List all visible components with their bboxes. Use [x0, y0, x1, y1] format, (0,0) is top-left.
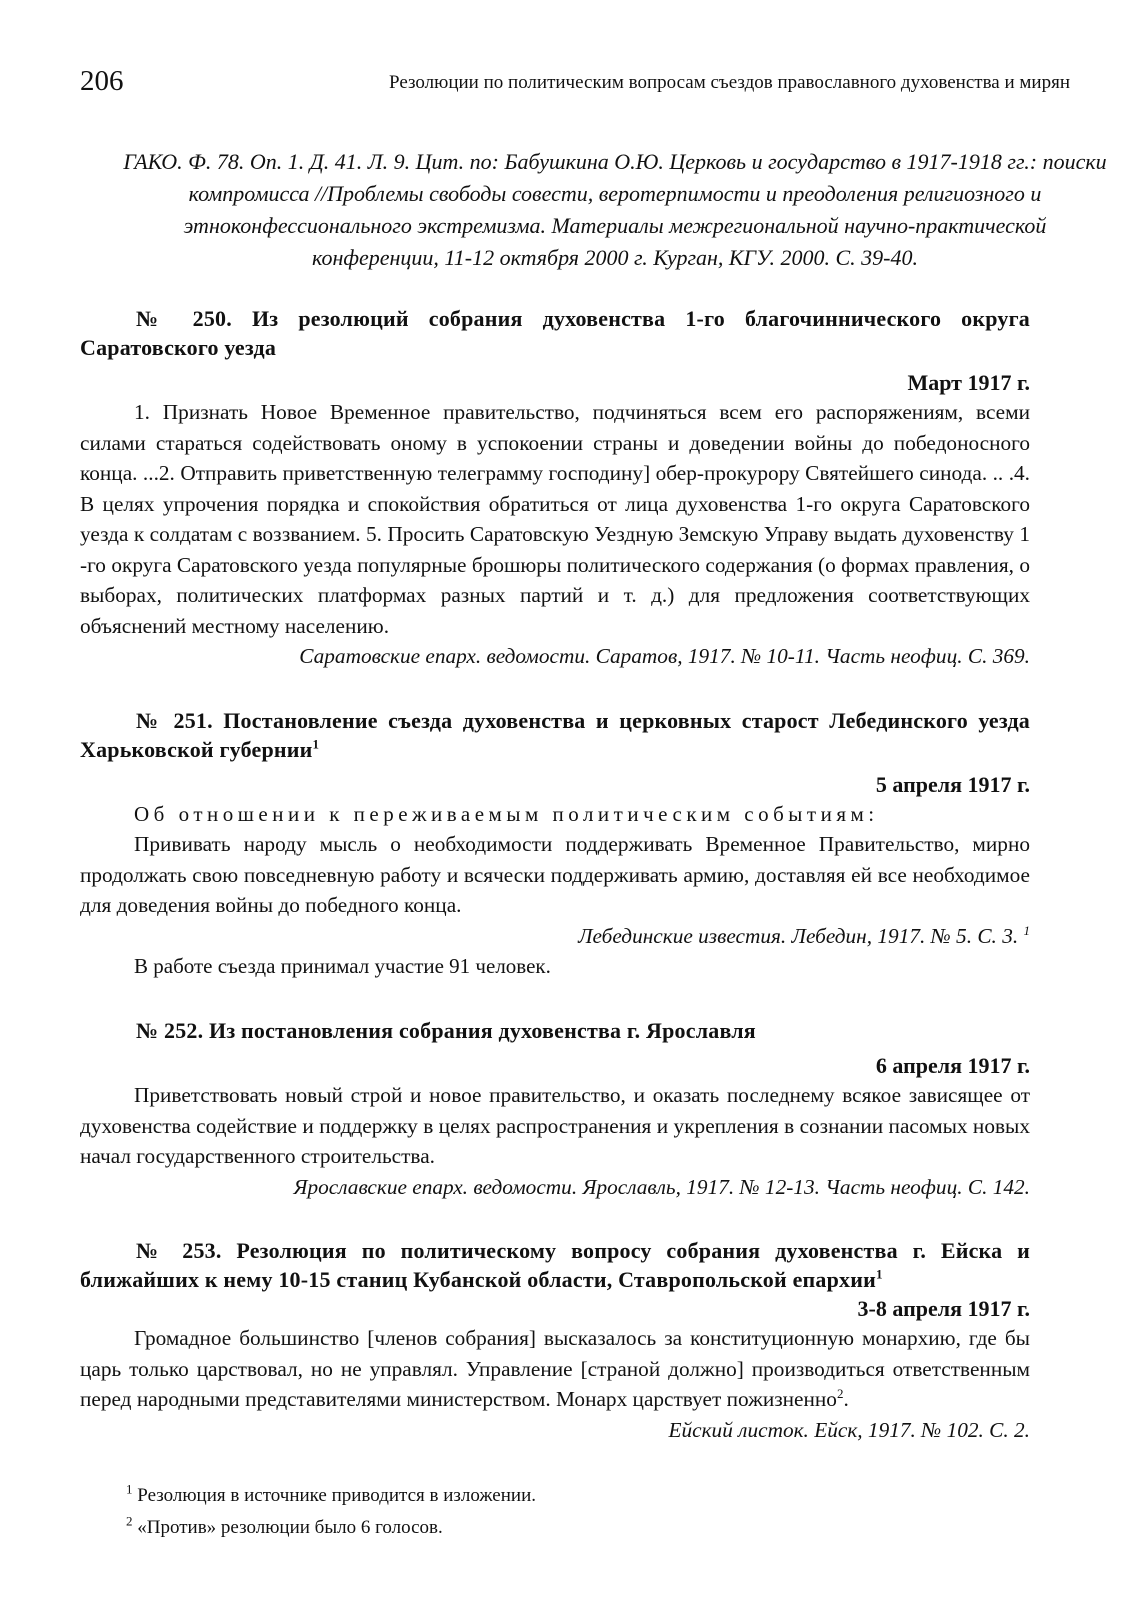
footnote-marker: 1: [312, 736, 320, 752]
document-250: [80, 304, 1070, 671]
document-body: [80, 1323, 1070, 1415]
footnote-text: «Против» резолюции было 6 голосов.: [137, 1517, 443, 1538]
footnote-marker: 1: [1023, 922, 1030, 938]
document-title: [80, 706, 1070, 764]
document-source: Ейский листок. Ейск, 1917. № 102. С. 2.: [668, 1417, 1030, 1442]
footnote-mark: 1: [126, 1481, 133, 1497]
footnote-text: Резолюция в источнике приводится в изложении.: [137, 1485, 536, 1506]
document-source: Саратовские епарх. ведомости. Саратов, 1917. № 10-11. Часть неофиц. С. 369.: [299, 644, 1030, 668]
document-source-text: Лебединские известия. Лебедин, 1917. № 5. С. 3.: [578, 923, 1019, 948]
document-source: [80, 921, 1070, 951]
footnote-marker: 2: [836, 1385, 844, 1401]
document-title-text: № 251. Постановление съезда духовенства и церковных старост Лебединского уезда Харьковской губернии: [80, 708, 1030, 762]
footnote-mark: 2: [126, 1513, 133, 1529]
document-note: В работе съезда принимал участие 91 человек.: [134, 953, 551, 978]
document-title-text: № 253. Резолюция по политическому вопросу собрания духовенства г. Ейска и ближайших к нему 10-15 станиц Кубанской области, Ставропольской епархии: [80, 1238, 1030, 1292]
document-subheading: Об отношении к переживаемым политическим событиям:: [134, 802, 879, 826]
document-title: [80, 1236, 1070, 1294]
document-body: Прививать народу мысль о необходимости поддерживать Временное Правительство, мирно продолжать свою повседневную работу и всячески поддерживать армию, доставляя ей все необходимое для доведения войны до победного конца.: [80, 832, 1030, 917]
footnote-2: [80, 1514, 1070, 1542]
document-251: [80, 706, 1070, 981]
footnote-1: [80, 1482, 1070, 1510]
document-date: Март 1917 г.: [907, 370, 1030, 395]
document-source: Ярославские епарх. ведомости. Ярославль, 1917. № 12-13. Часть неофиц. С. 142.: [293, 1174, 1030, 1199]
document-title: № 250. Из резолюций собрания духовенства 1-го благочиннического округа Саратовского уезда: [80, 306, 1030, 360]
running-title: Резолюции по политическим вопросам съездов православного духовенства и мирян: [389, 72, 1070, 93]
document-date: 6 апреля 1917 г.: [875, 1053, 1030, 1078]
document-date: 3-8 апреля 1917 г.: [857, 1296, 1030, 1321]
footnote-marker: 1: [876, 1266, 883, 1282]
footnotes: [80, 1482, 1070, 1542]
source-reference: ГАКО. Ф. 78. Оп. 1. Д. 41. Л. 9. Цит. по: Бабушкина О.Ю. Церковь и государство в 1917-1918 гг.: поиски компромисса //Проблемы свободы совести, веротерпимости и преодоления религиозного и этноконфессионального экстремизма. Материалы межрегиональной научно-практической конференции, 11-12 октября 2000 г. Курган, КГУ. 2000. С. 39-40.: [123, 149, 1107, 270]
document-body: 1. Признать Новое Временное правительство, подчиняться всем его распоряжениям, всеми силами стараться содействовать оному в успокоении страны и доведении войны до победоносного конца. ...2. Отправить приветственную телеграмму господину] обер-прокурору Святейшего синода. .. .4. В целях упрочения порядка и спокойствия обратиться от лица духовенства 1-го округа Саратовского уезда к солдатам с воззванием. 5. Просить Саратовскую Уездную Земскую Управу выдать духовенству 1 -го округа Саратовского уезда популярные брошюры политического содержания (о формах правления, о выборах, политических платформах разных партий и т. д.) для предложения соответствующих объяснений местному населению.: [80, 400, 1030, 638]
document-252: [80, 1016, 1070, 1202]
document-body-text: Громадное большинство [членов собрания] высказалось за конституционную монархию, где бы царь только царствовал, но не управлял. Управление [страной должно] производиться ответственным перед народными представителями министерством. Монарх царствует пожизненно: [80, 1326, 1030, 1411]
document-body: Приветствовать новый строй и новое правительство, и оказать последнему всякое зависящее от духовенства содействие и поддержку в целях распространения и укрепления в сознании пасомых новых начал государственного строительства.: [80, 1083, 1030, 1168]
document-title: № 252. Из постановления собрания духовенства г. Ярославля: [136, 1018, 756, 1043]
document-253: [80, 1236, 1070, 1445]
page-number: 206: [80, 65, 124, 97]
document-body-end: .: [843, 1387, 849, 1411]
document-date: 5 апреля 1917 г.: [875, 772, 1030, 797]
